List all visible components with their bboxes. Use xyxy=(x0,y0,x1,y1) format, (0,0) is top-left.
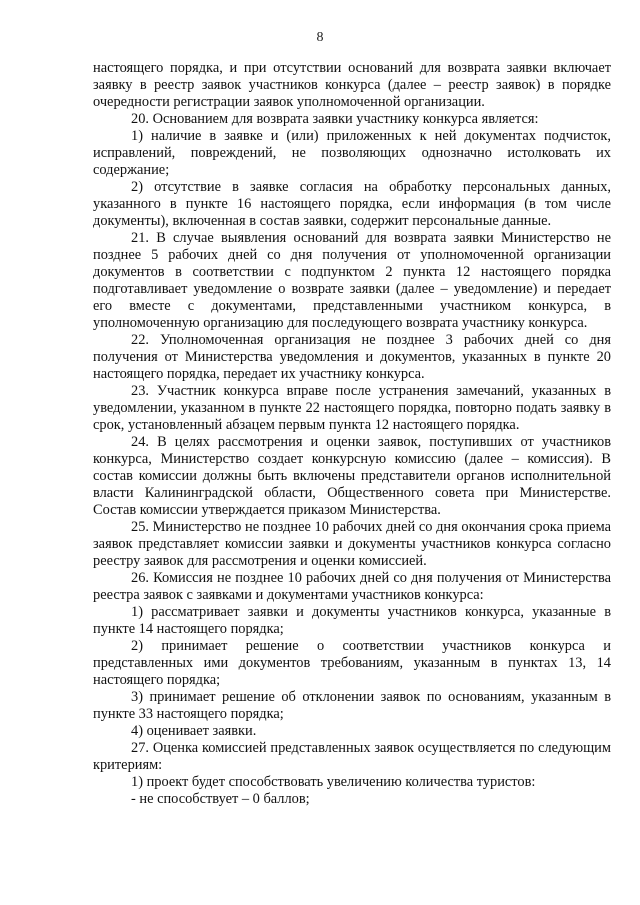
paragraph-27: 27. Оценка комиссией представленных заявок осуществляется по следующим критериям: xyxy=(93,740,611,773)
paragraph-26-item-4: 4) оценивает заявки. xyxy=(131,723,257,739)
paragraph-20: 20. Основанием для возврата заявки участнику конкурса является: xyxy=(131,111,539,127)
paragraph-27-item-1: 1) проект будет способствовать увеличению количества туристов: xyxy=(131,774,536,790)
page-number: 8 xyxy=(316,30,324,45)
paragraph-20-item-2: 2) отсутствие в заявке согласия на обработку персональных данных, указанного в пункте 16 настоящего порядка, если информация (в том числе документы), включенная в состав заявки, содержит персональные данные. xyxy=(93,179,611,229)
paragraph-27-item-1-score: - не способствует – 0 баллов; xyxy=(131,791,310,807)
paragraph-26-item-3: 3) принимает решение об отклонении заявок по основаниям, указанным в пункте 33 настоящего порядка; xyxy=(93,689,611,722)
paragraph-26-item-2: 2) принимает решение о соответствии участников конкурса и представленных ими документов требованиям, указанным в пунктах 13, 14 настоящего порядка; xyxy=(93,638,611,688)
paragraph-26: 26. Комиссия не позднее 10 рабочих дней со дня получения от Министерства реестра заявок с заявками и документами участников конкурса: xyxy=(93,570,611,603)
paragraph-continuation: настоящего порядка, и при отсутствии оснований для возврата заявки включает заявку в реестр заявок участников конкурса (далее – реестр заявок) в порядке очередности регистрации заявок уполномоченной организации. xyxy=(93,60,611,110)
paragraph-23: 23. Участник конкурса вправе после устранения замечаний, указанных в уведомлении, указанном в пункте 22 настоящего порядка, повторно подать заявку в срок, установленный абзацем первым пункта 12 настоящего порядка. xyxy=(93,383,611,433)
paragraph-25: 25. Министерство не позднее 10 рабочих дней со дня окончания срока приема заявок представляет комиссии заявки и документы участников конкурса согласно реестру заявок для рассмотрения и оценки комиссией. xyxy=(93,519,611,569)
paragraph-26-item-1: 1) рассматривает заявки и документы участников конкурса, указанные в пункте 14 настоящего порядка; xyxy=(93,604,611,637)
document-body xyxy=(93,60,611,808)
paragraph-22: 22. Уполномоченная организация не позднее 3 рабочих дней со дня получения от Министерства уведомления и документов, указанных в пункте 20 настоящего порядка, передает их участнику конкурса. xyxy=(93,332,611,382)
paragraph-21: 21. В случае выявления оснований для возврата заявки Министерство не позднее 5 рабочих дней со дня получения от уполномоченной организации документов в соответствии с подпунктом 2 пункта 12 настоящего порядка подготавливает уведомление о возврате заявки (далее – уведомление) и передает его вместе с документами, представленными участником конкурса, в уполномоченную организацию для последующего возврата участнику конкурса. xyxy=(93,230,611,331)
paragraph-24: 24. В целях рассмотрения и оценки заявок, поступивших от участников конкурса, Министерство создает конкурсную комиссию (далее – комиссия). В состав комиссии должны быть включены представители органов исполнительной власти Калининградской области, Общественного совета при Министерстве. Состав комиссии утверждается приказом Министерства. xyxy=(93,434,611,518)
paragraph-20-item-1: 1) наличие в заявке и (или) приложенных к ней документах подчисток, исправлений, повреждений, не позволяющих однозначно истолковать их содержание; xyxy=(93,128,611,178)
